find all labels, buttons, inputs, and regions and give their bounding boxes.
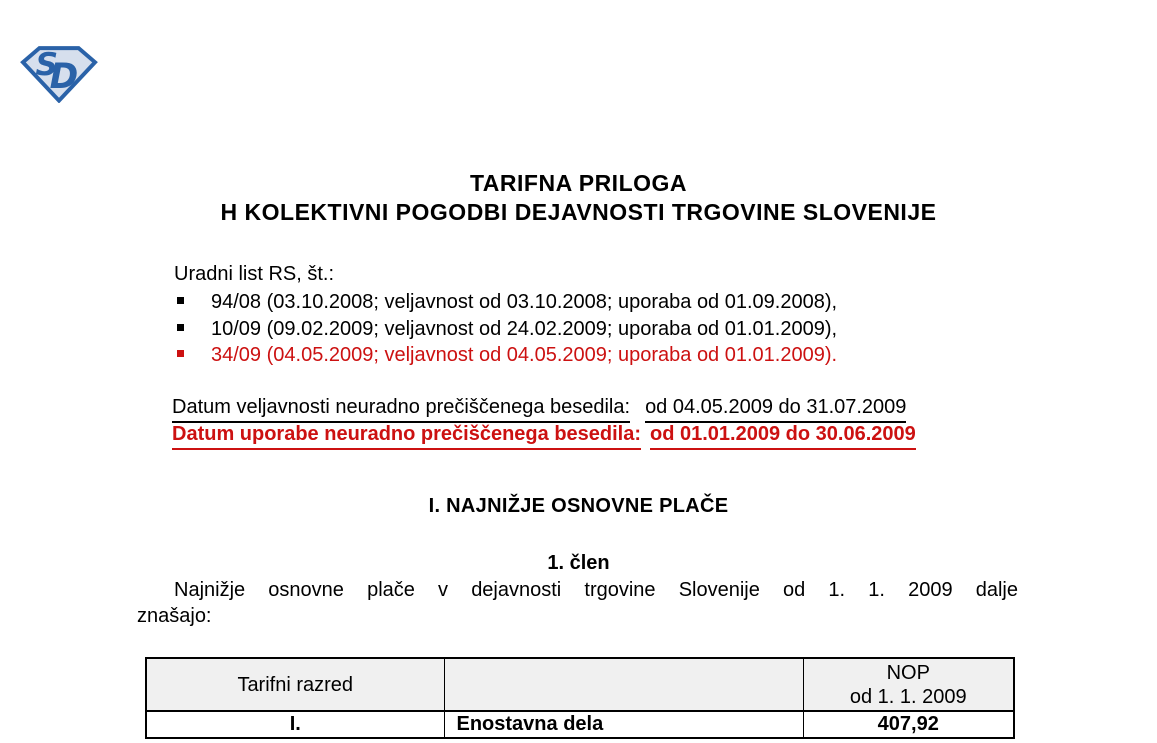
document-title [0, 169, 1157, 227]
logo-letter-d: D [49, 57, 79, 98]
cell-nop: 407,92 [803, 711, 1014, 738]
gazette-list [174, 289, 1020, 369]
intro-paragraph [137, 578, 1018, 629]
table-row [146, 711, 1014, 738]
consolidated-text-dates [172, 394, 916, 448]
cell-razred: I. [146, 711, 444, 738]
gazette-item [174, 289, 1020, 316]
paragraph-line-2: znašajo: [137, 604, 212, 627]
title-line-2: H KOLEKTIVNI POGODBI DEJAVNOSTI TRGOVINE SLOVENIJE [220, 199, 937, 225]
bullet-square-icon [177, 324, 184, 331]
validity-value: od 04.05.2009 do 31.07.2009 [645, 394, 906, 423]
paragraph-line-1: Najnižje osnovne plače v dejavnosti trgovine Slovenije od 1. 1. 2009 dalje [174, 579, 1018, 601]
header-empty [444, 658, 803, 711]
title-line-1: TARIFNA PRILOGA [469, 170, 688, 196]
validity-line [172, 394, 916, 421]
gazette-heading: Uradni list RS, št.: [174, 263, 335, 285]
usage-line [172, 421, 916, 448]
bullet-square-icon [177, 350, 184, 357]
table-header-row [146, 658, 1014, 711]
gazette-item-text: 10/09 (09.02.2009; veljavnost od 24.02.2009; uporaba od 01.01.2009), [211, 317, 838, 340]
header-nop-line-2: od 1. 1. 2009 [849, 685, 967, 708]
bullet-square-icon [177, 297, 184, 304]
header-nop-line-1: NOP [886, 661, 930, 684]
gazette-item-text: 34/09 (04.05.2009; veljavnost od 04.05.2009; uporaba od 01.01.2009). [211, 344, 838, 366]
header-nop [803, 658, 1014, 711]
logo-letter-s: S [35, 46, 59, 83]
usage-value: od 01.01.2009 do 30.06.2009 [650, 421, 916, 450]
tariff-table [145, 657, 1015, 739]
union-logo [19, 45, 99, 103]
section-heading: I. NAJNIŽJE OSNOVNE PLAČE [428, 495, 729, 517]
cell-opis: Enostavna dela [444, 711, 803, 738]
usage-label: Datum uporabe neuradno prečiščenega besedila: [172, 421, 641, 450]
article-heading: 1. člen [547, 552, 610, 574]
gazette-item [174, 316, 1020, 343]
gazette-item-text: 94/08 (03.10.2008; veljavnost od 03.10.2008; uporaba od 01.09.2008), [211, 291, 838, 313]
validity-label: Datum veljavnosti neuradno prečiščenega besedila: [172, 394, 630, 423]
header-tarifni-razred: Tarifni razred [146, 658, 444, 711]
gazette-item [174, 342, 1020, 369]
